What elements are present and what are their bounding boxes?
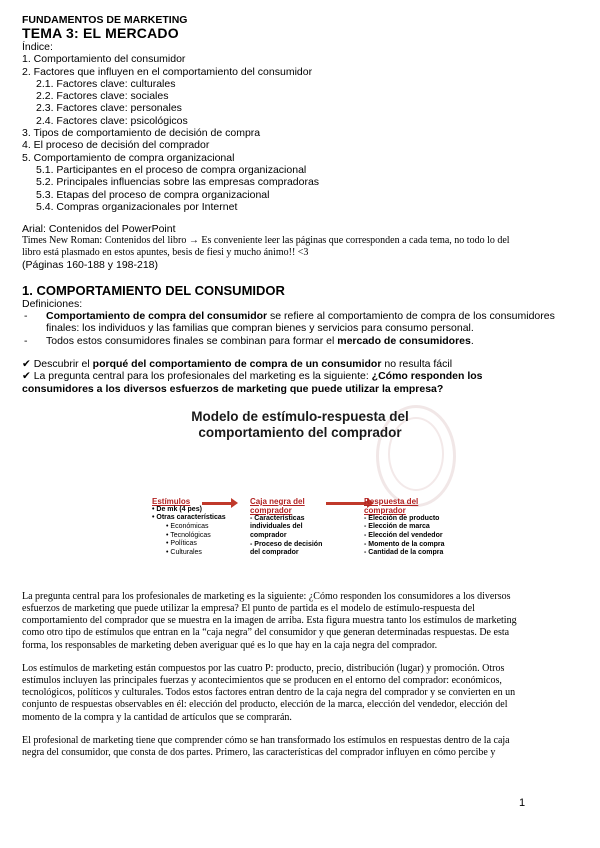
stimulus-response-figure [150,405,450,578]
bullet-text: finales: los individuos y las familias que compran bienes y servicios para consumo personal. [46,322,474,335]
black-box-column: Caja negra del comprador - Características individuales del comprador - Proceso de decisión del comprador [250,496,323,557]
arrow-right-icon [202,502,232,505]
index-list [22,53,578,213]
note-tnr-line2: libro está plasmado en estos apuntes, besis de fiesi y mucho ánimo!! <3 [22,247,309,259]
body-paragraph: La pregunta central para los profesionales de marketing es la siguiente: ¿Cómo responden los consumidores a los diversos esfuerzos de marketing que puede utilizar la empresa? El punto de partida es el modelo de estímulo-respuesta del comportamiento del comprador que se muestra en la imagen de arriba. Esta figura muestra tanto los estímulos de marketing como otro tipo de estímulos que entran en la “caja negra” del consumidor y que generan determinadas respuestas. De esta forma, los responsables de marketing deben averiguar qué es lo que hay en la caja negra del comprador. [22,590,517,651]
note-pages: (Páginas 160-188 y 198-218) [22,259,159,272]
index-item: 5.3. Etapas del proceso de compra organizacional [36,188,270,201]
index-item: 2. Factores que influyen en el comportamiento del consumidor [22,65,313,78]
index-item: 2.3. Factores clave: personales [36,102,182,115]
index-item: 5.4. Compras organizacionales por Internet [36,200,238,213]
arrow-right-icon [326,502,368,505]
index-item: 2.1. Factores clave: culturales [36,77,176,90]
index-item: 5. Comportamiento de compra organizacional [22,151,235,164]
check-note: ✔ Descubrir el porqué del comportamiento de compra de un consumidor no resulta fácil [22,357,453,370]
tema-title: TEMA 3: EL MERCADO [22,25,179,41]
index-item: 4. El proceso de decisión del comprador [22,139,210,152]
stimuli-column: Estímulos • De mk (4 pes) • Otras características • Económicas • Tecnológicas • Políticas • Culturales [152,496,226,556]
check-note: ✔ La pregunta central para los profesionales del marketing es la siguiente: ¿Cómo responden los [22,370,483,383]
bullet-text: Todos estos consumidores finales se combinan para formar el [46,334,338,347]
index-item: 2.2. Factores clave: sociales [36,90,169,103]
index-label: Índice: [22,41,53,53]
index-item: 5.2. Principales influencias sobre las empresas compradoras [36,176,320,189]
response-column: Respuesta del comprador - Elección de producto - Elección de marca - Elección del vendedor - Momento de la compra - Cantidad de la compra [364,496,445,557]
index-item: 1. Comportamiento del consumidor [22,53,186,66]
stimuli-heading: Estímulos [152,496,191,506]
check-note-continued: consumidores a los diversos esfuerzos de marketing que puede utilizar la empresa? [22,382,444,395]
term-bold: Comportamiento de compra del consumidor [46,310,268,323]
page-number: 1 [519,797,526,809]
subject-title: FUNDAMENTOS DE MARKETING [22,14,188,26]
index-item: 3. Tipos de comportamiento de decisión de compra [22,127,261,140]
body-paragraph: Los estímulos de marketing están compuestos por las cuatro P: producto, precio, distribución (lugar) y promoción. Otros estímulos incluyen las principales fuerzas y acontecimientos que se producen en el entorno del comprador: económicos, tecnológicos, políticos y culturales. Todos estos factores entran dentro de la caja negra del comprador y se convierten en un conjunto de respuestas observables en él: elección del producto, elección de la marca, elección del vendedor, elección del momento de la compra y la cantidad de artículos que se comprarán. [22,662,516,723]
bullet-text: se refiere al comportamiento de compra de los consumidores [267,310,555,323]
term-bold: mercado de consumidores [337,334,471,347]
definition-bullet: - Todos estos consumidores finales se combinan para formar el mercado de consumidores. [24,334,474,347]
note-arial: Arial: Contenidos del PowerPoint [22,223,176,236]
figure-title: Modelo de estímulo-respuesta del comportamiento del comprador [191,408,409,440]
index-item: 2.4. Factores clave: psicológicos [36,114,188,127]
definiciones-label: Definiciones: [22,297,83,310]
index-item: 5.1. Participantes en el proceso de compra organizacional [36,163,307,176]
section1-title: 1. COMPORTAMIENTO DEL CONSUMIDOR [22,282,285,298]
note-tnr-line1: Times New Roman: Contenidos del libro → Es conveniente leer las páginas que corresponden a cada tema, no todo lo del [22,235,510,247]
document-page [22,14,578,759]
definition-bullet: - Comportamiento de compra del consumidor se refiere al comportamiento de compra de los consumidores finales: los individuos y las familias que compran bienes y servicios para consumo personal. [24,310,555,335]
body-paragraph: El profesional de marketing tiene que comprender cómo se han transformado los estímulos en respuestas dentro de la caja negra del consumidor, que consta de dos partes. Primero, las características del comprador influyen en cómo percibe y [22,734,510,759]
